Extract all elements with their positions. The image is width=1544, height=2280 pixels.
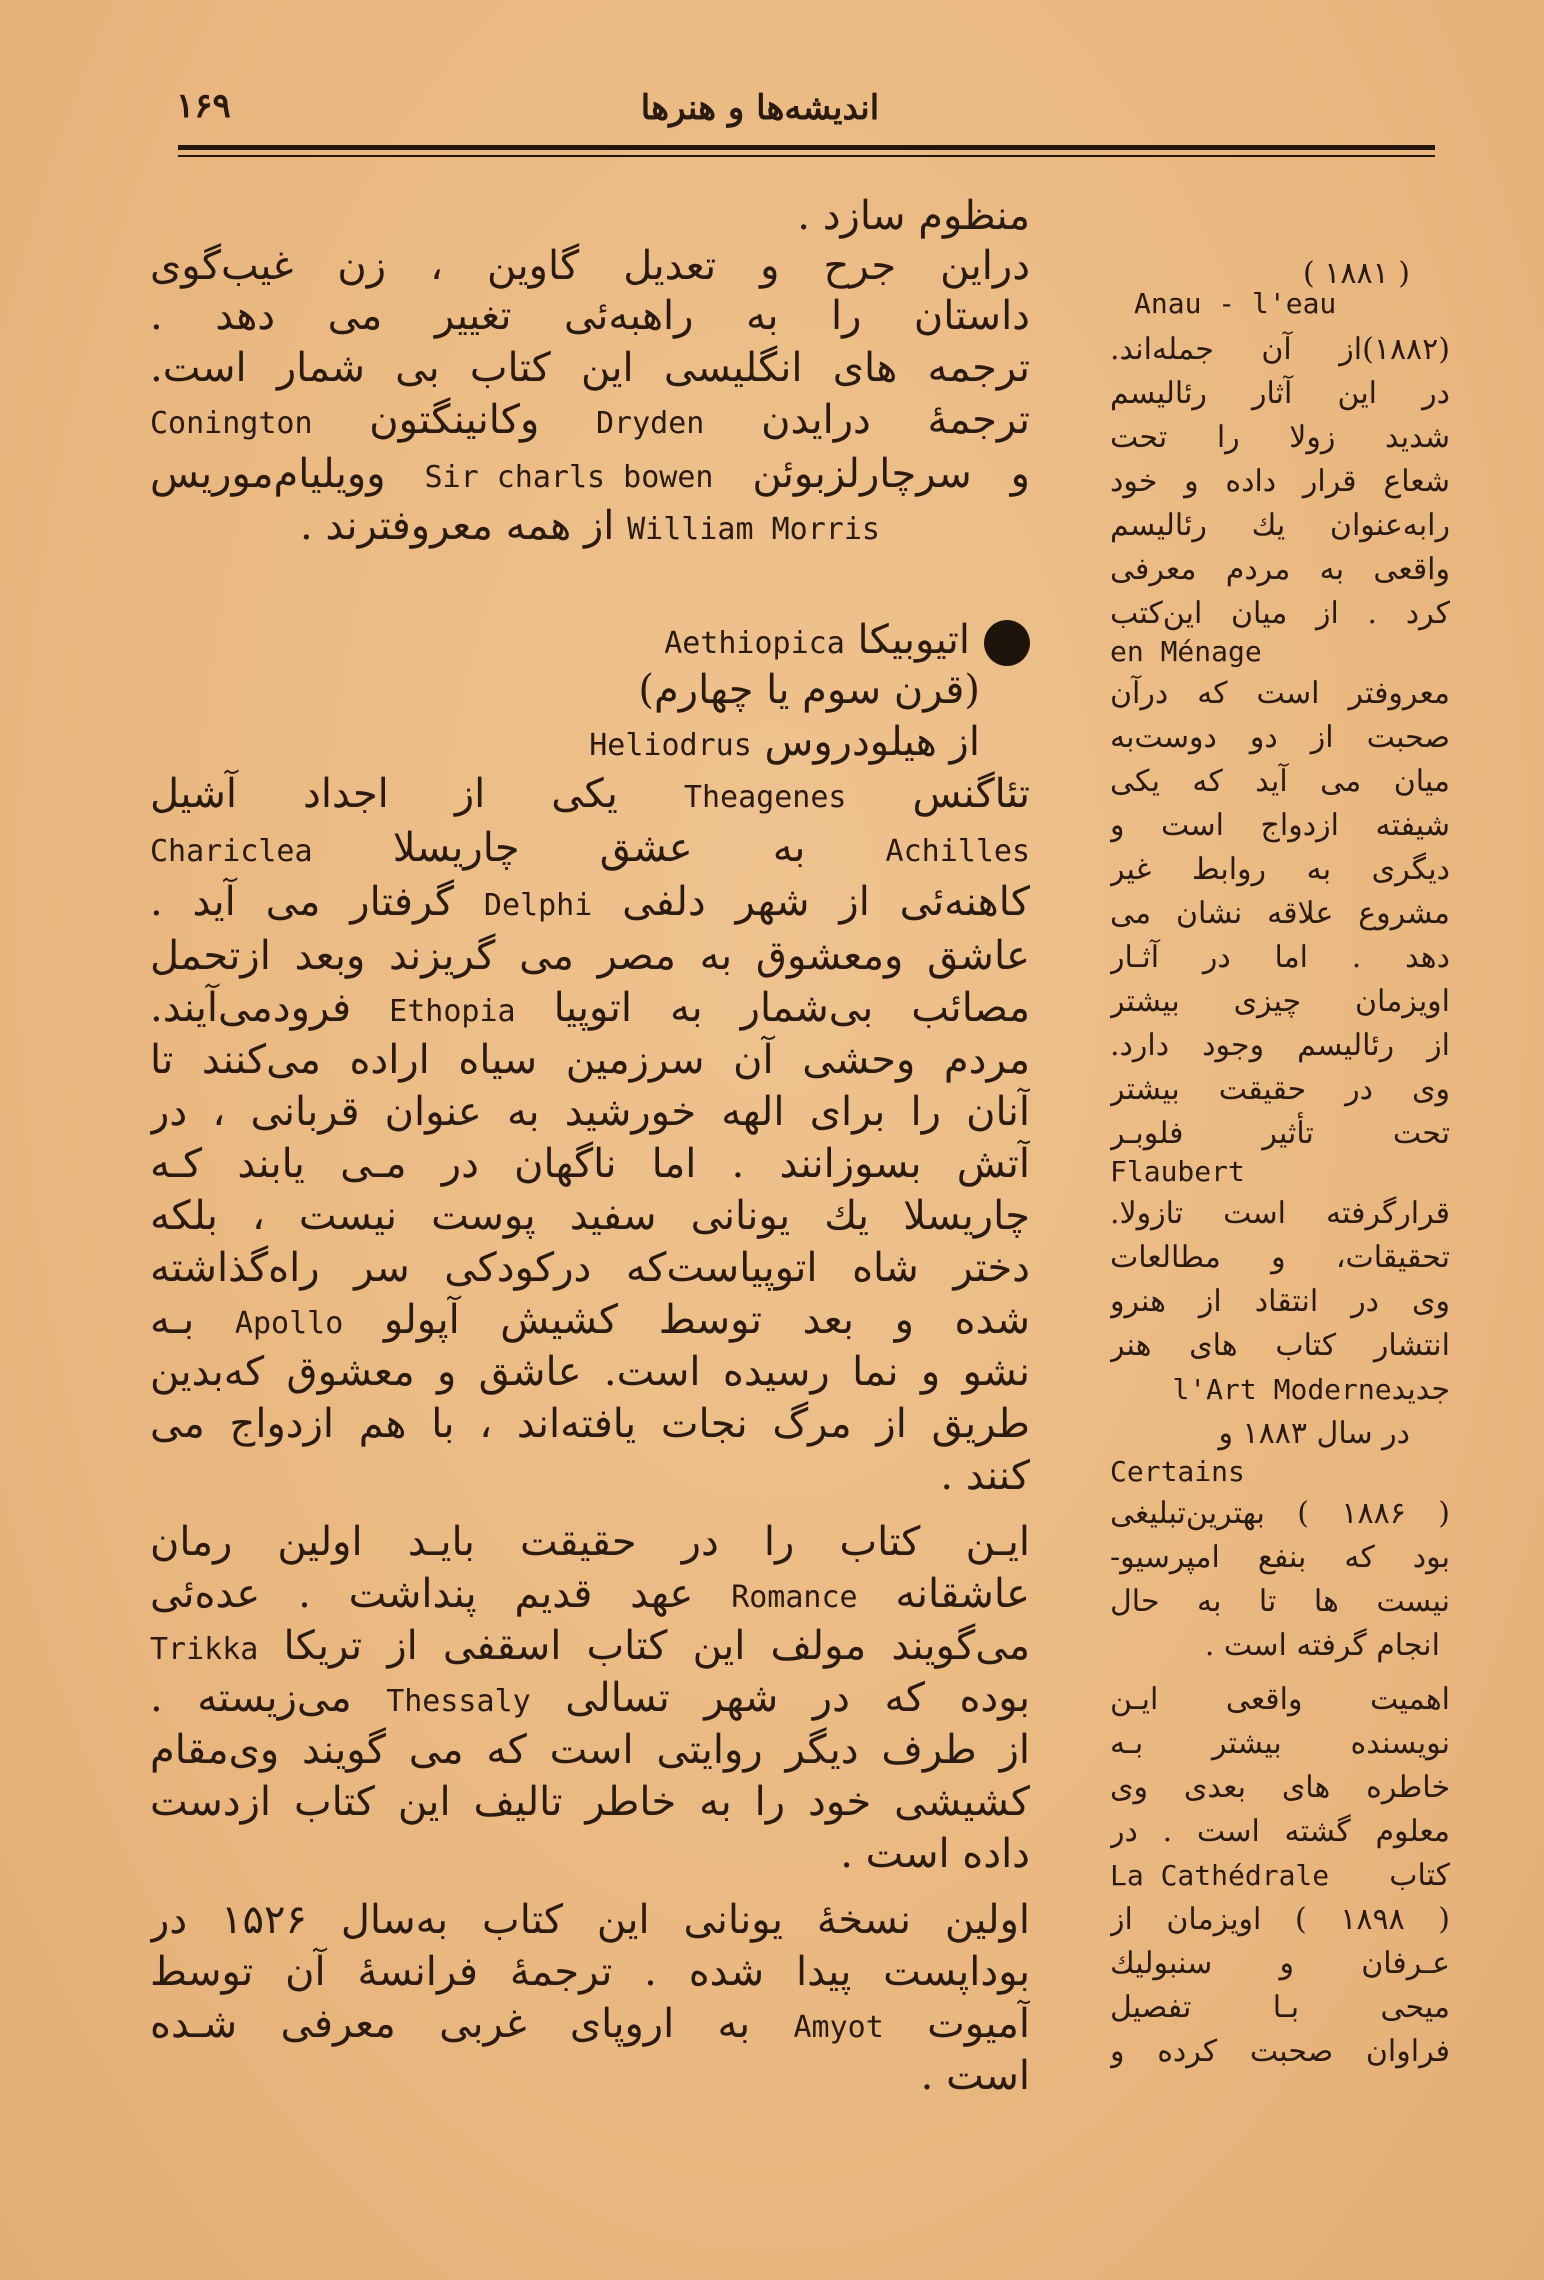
main-line: منظوم سازد . <box>797 193 1030 239</box>
side-line: اویزمان چیزی بیشتر <box>1110 984 1450 1019</box>
main-line: دراین جرح و تعدیل گاوین ، زن غیب‌گوی <box>150 243 1030 289</box>
main-line: بوداپست پیدا شده . ترجمهٔ فرانسهٔ آن توسط <box>150 1949 1030 1995</box>
side-line: (۱۸۸۲)از آن جمله‌اند. <box>1110 332 1450 367</box>
main-line: دختر شاه اتوپیاست‌که درکودکی سر راه‌گذاشته <box>150 1245 1030 1291</box>
side-line: Flaubert <box>1110 1155 1245 1188</box>
main-line: عاشقانه Romance عهد قدیم پنداشت . عده‌ئی <box>150 1571 1030 1617</box>
main-line: ترجمهٔ درایدن Dryden وکانینگتون Conington <box>150 397 1030 443</box>
side-line: میحی بـا تفصیل <box>1110 1990 1450 2025</box>
side-line: میان می آید که یکی <box>1110 764 1450 799</box>
side-line: ( ۱۸۸۱ ) <box>1303 256 1410 291</box>
main-line: چاریسلا یك یونانی سفید پوست نیست ، بلکه <box>150 1193 1030 1239</box>
main-line: طریق از مرگ نجات یافته‌اند ، با هم ازدواج می <box>150 1401 1030 1447</box>
side-line: اهمیت واقعی ایـن <box>1110 1682 1450 1717</box>
side-line: نویسنده بیشتر بـه <box>1110 1726 1450 1761</box>
main-line: و سرچارلزبوئن Sir charls bowen وویلیام‌موریس <box>150 451 1030 497</box>
side-line: معلوم گشته است . در <box>1110 1814 1450 1849</box>
side-line: دیگری به روابط غیر <box>1110 852 1450 887</box>
side-line: تحت تأثیر فلوبـر <box>1110 1116 1450 1151</box>
side-line: نیست ها تا به حال <box>1110 1584 1450 1619</box>
side-line: ( ۱۸۸۶ ) بهترین‌تبلیغی <box>1110 1496 1450 1531</box>
side-line: فراوان صحبت کرده و <box>1110 2034 1450 2069</box>
main-line: (قرن سوم یا چهارم) <box>638 667 980 713</box>
main-line: Achilles به عشق چاریسلا Chariclea <box>150 825 1030 871</box>
main-line: ایـن کتاب را در حقیقت بایـد اولین رمان <box>150 1519 1030 1565</box>
main-line: می‌گویند مولف این کتاب اسقفی از تریکا Trikka <box>150 1623 1030 1669</box>
side-line: معروفتر است که درآن <box>1110 676 1450 711</box>
main-line: تئاگنس Theagenes یکی از اجداد آشیل <box>150 771 1030 817</box>
main-line: مصائب بی‌شمار به اتوپیا Ethopia فرودمی‌آیند. <box>150 985 1030 1031</box>
side-line: صحبت از دو دوست‌به <box>1110 720 1450 755</box>
section-heading: اتیوبیکا Aethiopica <box>150 614 1030 670</box>
main-line: مردم وحشی آن سرزمین سیاه اراده می‌کنند تا <box>150 1037 1030 1083</box>
main-line: ترجمه های انگلیسی این کتاب بی شمار است. <box>150 345 1030 391</box>
side-line: کتاب La Cathédrale <box>1110 1858 1450 1893</box>
side-line: مشروع علاقه نشان می <box>1110 896 1450 931</box>
main-line: است . <box>920 2053 1030 2099</box>
side-line: شیفته ازدواج است و <box>1110 808 1450 843</box>
side-line: انجام گرفته است . <box>1204 1628 1440 1663</box>
side-line: خاطره های بعدی وی <box>1110 1770 1450 1805</box>
main-line: نشو و نما رسیده است. عاشق و معشوق که‌بدین <box>150 1349 1030 1395</box>
side-line: شدید زولا را تحت <box>1110 420 1450 455</box>
main-line: عاشق ومعشوق به مصر می گریزند وبعد ازتحمل <box>150 933 1030 979</box>
side-line: کرد . از میان این‌کتب <box>1110 596 1450 631</box>
side-line: در سال ۱۸۸۳ و <box>1218 1416 1410 1451</box>
main-line: آتش بسوزانند . اما ناگهان در مـی یابند کـه <box>150 1141 1030 1187</box>
main-line: اولین نسخهٔ یونانی این کتاب به‌سال ۱۵۲۶ در <box>150 1897 1030 1943</box>
side-line: انتشار کتاب های هنر <box>1110 1328 1450 1363</box>
main-line: William Morris از همه معروفترند . <box>299 503 880 549</box>
page-number: ۱۶۹ <box>176 86 231 126</box>
main-line: کاهنه‌ئی از شهر دلفی Delphi گرفتار می آید . <box>150 879 1030 925</box>
side-line: ( ۱۸۹۸ ) اویزمان از <box>1110 1902 1450 1937</box>
main-line: آمیوت Amyot به اروپای غربی معرفی شـده <box>150 2001 1030 2047</box>
main-line: از هیلودروس Heliodrus <box>589 719 980 765</box>
side-line: از رئالیسم وجود دارد. <box>1110 1028 1450 1063</box>
side-line: در این آثار رئالیسم <box>1110 376 1450 411</box>
side-line: تحقیقات، و مطالعات <box>1110 1240 1450 1275</box>
side-line: Anau - l'eau <box>1134 287 1337 320</box>
main-line: از طرف دیگر روایتی است که می گویند وی‌مقام <box>150 1727 1030 1773</box>
side-line: en Ménage <box>1110 635 1262 668</box>
side-line: دهد . اما در آثـار <box>1110 940 1450 975</box>
side-line: واقعی به مردم معرفی <box>1110 552 1450 587</box>
main-line: کنند . <box>940 1453 1030 1499</box>
main-line: داده است . <box>840 1831 1030 1877</box>
side-line: عـرفان و سنبولیك <box>1110 1946 1450 1981</box>
main-line: بوده که در شهر تسالی Thessaly می‌زیسته . <box>150 1675 1030 1721</box>
side-line: Certains <box>1110 1455 1245 1488</box>
main-line: کشیشی خود را به خاطر تالیف این کتاب ازدست <box>150 1779 1030 1825</box>
bullet-icon <box>984 620 1030 666</box>
header-rule-thin <box>178 155 1435 157</box>
main-line: آنان را برای الهه خورشید به عنوان قربانی ، در <box>150 1089 1030 1135</box>
side-line: رابه‌عنوان یك رئالیسم <box>1110 508 1450 543</box>
main-line: داستان را به راهبه‌ئی تغییر می دهد . <box>150 293 1030 339</box>
side-line: جدیدl'Art Moderne <box>1172 1372 1450 1407</box>
main-line: شده و بعد توسط کشیش آپولو Apollo بـه <box>150 1297 1030 1343</box>
side-line: وی در انتقاد از هنرو <box>1110 1284 1450 1319</box>
side-line: قرارگرفته است تازولا. <box>1110 1196 1450 1231</box>
side-line: بود که بنفع امپرسیو- <box>1110 1540 1450 1575</box>
running-title: اندیشه‌ها و هنرها <box>640 88 880 128</box>
side-line: وی در حقیقت بیشتر <box>1110 1072 1450 1107</box>
side-line: شعاع قرار داده و خود <box>1110 464 1450 499</box>
header-rule-thick <box>178 145 1435 150</box>
